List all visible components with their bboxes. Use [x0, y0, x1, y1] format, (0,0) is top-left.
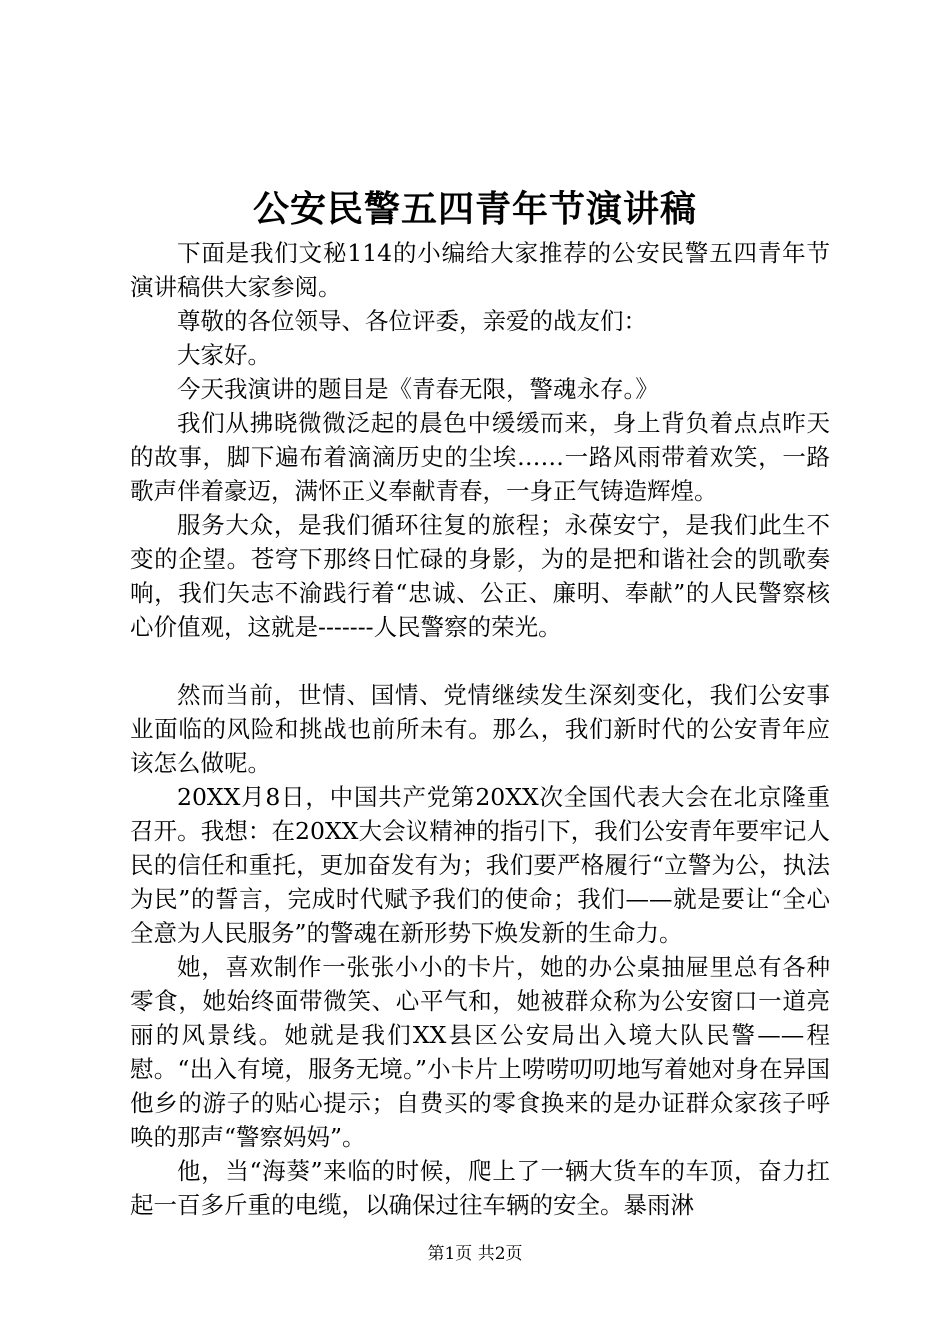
- paragraph-body: 20XX月8日，中国共产党第20XX次全国代表大会在北京隆重召开。我想：在20XX大会议精神的指引下，我们公安青年要牢记人民的信任和重托，更加奋发有为；我们要严格履行“立警为公，执法为民”的誓言，完成时代赋予我们的使命；我们——就是要让“全心全意为人民服务”的警魂在新形势下焕发新的生命力。: [130, 783, 830, 947]
- document-title: 公安民警五四青年节演讲稿: [252, 188, 697, 230]
- paragraph-body: 我们从拂晓微微泛起的晨色中缓缓而来，身上背负着点点昨天的故事，脚下遍布着滴滴历史的尘埃……一路风雨带着欢笑，一路歌声伴着豪迈，满怀正义奉献青春，一身正气铸造辉煌。: [130, 409, 830, 505]
- paragraph-body: 服务大众，是我们循环往复的旅程；永葆安宁，是我们此生不变的企望。苍穹下那终日忙碌的身影，为的是把和谐社会的凯歌奏响，我们矢志不渝践行着“忠诚、公正、廉明、奉献”的人民警察核心价值观，这就是-------人民警察的荣光。: [130, 511, 830, 641]
- page-footer: 第1页 共2页: [427, 1244, 523, 1264]
- paragraph-intro: 下面是我们文秘114的小编给大家推荐的公安民警五四青年节演讲稿供大家参阅。: [130, 239, 830, 301]
- paragraph-body: 然而当前，世情、国情、党情继续发生深刻变化，我们公安事业面临的风险和挑战也前所未有。那么，我们新时代的公安青年应该怎么做呢。: [130, 681, 830, 777]
- paragraph-body: 她，喜欢制作一张张小小的卡片，她的办公桌抽屉里总有各种零食，她始终面带微笑、心平气和，她被群众称为公安窗口一道亮丽的风景线。她就是我们XX县区公安局出入境大队民警——程慰。“出入有境，服务无境。”小卡片上唠唠叨叨地写着她对身在异国他乡的游子的贴心提示；自费买的零食换来的是办证群众家孩子呼唤的那声“警察妈妈”。: [130, 953, 830, 1151]
- paragraph-body: 他，当“海葵”来临的时候，爬上了一辆大货车的车顶，奋力扛起一百多斤重的电缆，以确保过往车辆的安全。暴雨淋: [130, 1157, 830, 1219]
- document-body: [130, 236, 830, 1222]
- paragraph-topic: 今天我演讲的题目是《青春无限，警魂永存。》: [177, 375, 659, 403]
- paragraph-greeting: 大家好。: [177, 341, 271, 369]
- paragraph-salutation: 尊敬的各位领导、各位评委，亲爱的战友们：: [177, 307, 647, 335]
